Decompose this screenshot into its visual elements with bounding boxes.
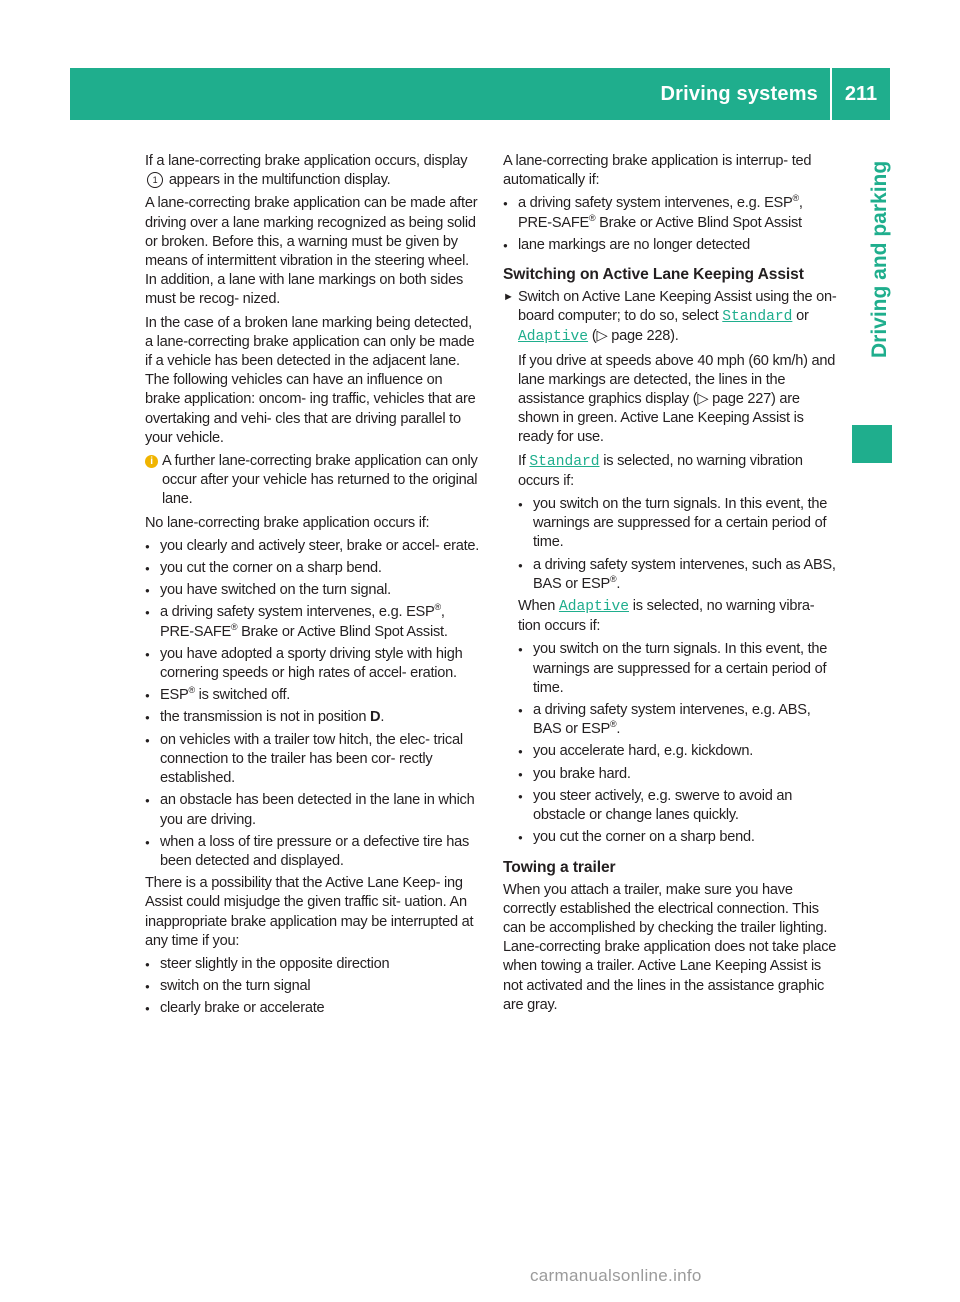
- menu-option-adaptive[interactable]: Adaptive: [518, 329, 589, 346]
- chapter-tab-marker: [852, 425, 892, 463]
- list-item: ● steer slightly in the opposite direction: [145, 955, 481, 974]
- bullet-list: [503, 194, 838, 255]
- section-title: Driving systems: [660, 83, 818, 105]
- paragraph: There is a possibility that the Active Lane Keep- ing Assist could misjudge the given traffic sit- uation. An inappropriate brake application may be interrupted at any time if you:: [145, 875, 474, 949]
- paragraph: When you attach a trailer, make sure you have correctly established the electrical connection. This can be accomplished by checking the trailer lighting. Lane-correcting brake application does not take place when towing a trailer. Active Lane Keeping Assist is not activated and the lines in the assistance graphic are gray.: [503, 881, 837, 1013]
- list-item: ● clearly brake or accelerate: [145, 999, 481, 1018]
- callout-1-icon: 1: [147, 172, 163, 188]
- paragraph: A lane-correcting brake application can be made after driving over a lane marking recognized as being solid or broken. Before this, a warning must be given by means of intermittent vibration in the steering wheel. In addition, a lane with lane markings on both sides must be recog- nized.: [145, 195, 478, 308]
- left-column: [145, 152, 481, 1022]
- header-bar: [70, 68, 890, 120]
- list-item: ● the transmission is not in position D.: [145, 708, 481, 727]
- list-item: ● you clearly and actively steer, brake or accel- erate.: [145, 537, 481, 556]
- list-item: ● you cut the corner on a sharp bend.: [518, 828, 838, 847]
- page-ref-link[interactable]: (▷: [591, 328, 612, 345]
- list-item: ● a driving safety system intervenes, e.g. ESP®, PRE-SAFE® Brake or Active Blind Spot Assist.: [145, 603, 481, 641]
- bullet-list: [145, 955, 481, 1019]
- list-item: ● you steer actively, e.g. swerve to avoid an obstacle or change lanes quickly.: [518, 787, 838, 825]
- list-item: ● a driving safety system intervenes, e.g. ABS, BAS or ESP®.: [518, 701, 838, 739]
- menu-option-standard[interactable]: Standard: [529, 453, 600, 470]
- list-item: ● you cut the corner on a sharp bend.: [145, 559, 481, 578]
- list-item: ● an obstacle has been detected in the lane in which you are driving.: [145, 791, 481, 829]
- list-item: ● on vehicles with a trailer tow hitch, the elec- trical connection to the trailer has been cor- rectly established.: [145, 731, 481, 789]
- info-icon: i: [145, 455, 158, 468]
- menu-option-adaptive[interactable]: Adaptive: [558, 599, 629, 616]
- header-divider: [830, 68, 832, 120]
- list-item: ● you brake hard.: [518, 765, 838, 784]
- list-item: ● when a loss of tire pressure or a defective tire has been detected and displayed.: [145, 833, 481, 871]
- info-note: i A further lane-correcting brake application can only occur after your vehicle has returned to the original lane.: [145, 452, 481, 510]
- paragraph: If a lane-correcting brake application occurs, display 1 appears in the multifunction display.: [145, 153, 468, 189]
- bullet-list: [145, 537, 481, 871]
- list-item: ● you switch on the turn signals. In this event, the warnings are suppressed for a certain period of time.: [518, 640, 838, 698]
- section-heading: Towing a trailer: [503, 858, 616, 876]
- instruction-step: ► Switch on Active Lane Keeping Assist using the on-board computer; to do so, select Standard or Adaptive (▷ page 228). If you drive at speeds above 40 mph (60 km/h) and lane markings are detected, the lines in the assistance graphics display (▷ page 227) are shown in green. Active Lane Keeping Assist is ready for use. If Standard is selected, no warning vibration occurs if: ● you switch on the turn signals. In this event, the warnings are suppressed for a certain period of time. ● a driving safety system intervenes, such as ABS, BAS or ESP®. When Adaptive is selected, no warning vibra- tion occurs if: ● you switch on the turn signals. In this event, the warnings are suppressed for a certain period of time. ● a driving safety system intervenes, e.g. ABS, BAS or ESP®. ● you accelerate hard, e.g. kickdown. ● you brake hard. ● you steer actively, e.g. swerve to avoid an obstacle or change lanes quickly. ● you cut the corner on a sharp bend.: [503, 288, 838, 847]
- chapter-tab-label: Driving and parking: [868, 160, 891, 358]
- list-item: ● you accelerate hard, e.g. kickdown.: [518, 742, 838, 761]
- watermark: carmanualsonline.info: [530, 1266, 702, 1285]
- section-heading: Switching on Active Lane Keeping Assist: [503, 266, 804, 284]
- list-item: ● lane markings are no longer detected: [503, 236, 838, 255]
- list-item: ● a driving safety system intervenes, such as ABS, BAS or ESP®.: [518, 556, 838, 594]
- menu-option-standard[interactable]: Standard: [722, 309, 793, 326]
- page-ref-link[interactable]: ▷: [697, 391, 713, 408]
- bullet-list: [518, 495, 838, 594]
- paragraph: A lane-correcting brake application is interrup- ted automatically if:: [503, 153, 812, 189]
- paragraph: No lane-correcting brake application occurs if:: [145, 514, 430, 531]
- right-column: [503, 152, 838, 1019]
- list-item: ● you have adopted a sporty driving style with high cornering speeds or high rates of accel- eration.: [145, 645, 481, 683]
- step-arrow-icon: ►: [503, 291, 514, 304]
- list-item: ● ESP® is switched off.: [145, 686, 481, 705]
- list-item: ● switch on the turn signal: [145, 977, 481, 996]
- bullet-list: [518, 640, 838, 847]
- list-item: ● you switch on the turn signals. In this event, the warnings are suppressed for a certain period of time.: [518, 495, 838, 553]
- list-item: ● you have switched on the turn signal.: [145, 581, 481, 600]
- page-number: 211: [844, 83, 878, 105]
- list-item: ● a driving safety system intervenes, e.g. ESP®, PRE-SAFE® Brake or Active Blind Spot Assist: [503, 194, 838, 232]
- paragraph: In the case of a broken lane marking being detected, a lane-correcting brake application can only be made if a vehicle has been detected in the adjacent lane. The following vehicles can have an influence on brake application: oncom- ing traffic, vehicles that are overtaking and vehi- cles that are driving parallel to your vehicle.: [145, 314, 476, 446]
